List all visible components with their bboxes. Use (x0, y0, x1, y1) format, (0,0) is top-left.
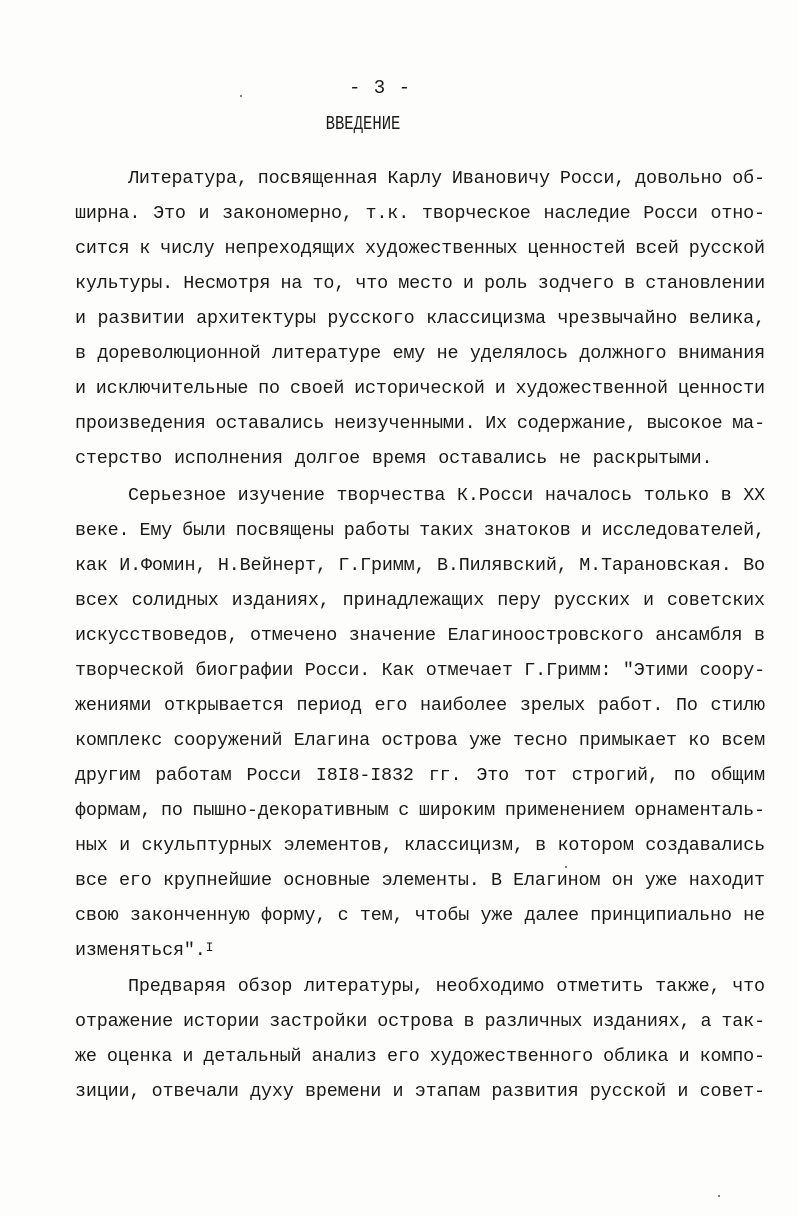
word: так- (721, 1011, 765, 1032)
word: всех (75, 590, 119, 611)
word: изданиях, (231, 590, 330, 611)
word: Ему (139, 520, 173, 541)
word: об- (732, 168, 765, 189)
word: работам (155, 765, 232, 786)
word: Г.Гримм, (338, 555, 426, 576)
word: застройки (269, 1011, 368, 1032)
text-line (75, 764, 765, 788)
word: М.Тарановская. (579, 555, 732, 576)
word: и (643, 590, 654, 611)
word: тот (524, 765, 557, 786)
word: и (198, 203, 210, 224)
word: развитии (97, 308, 185, 329)
word: Карлу (387, 168, 442, 189)
text-line (75, 272, 765, 296)
word: началось (544, 485, 632, 506)
word: детальный (203, 1046, 302, 1067)
word: советских (666, 590, 765, 611)
word: что (732, 976, 765, 997)
word: Литература, (128, 168, 248, 189)
word: высокое (646, 413, 723, 434)
word: художественных (365, 238, 518, 259)
word: искусствоведов, (75, 625, 239, 646)
word: сооружений (173, 730, 283, 751)
text-line (75, 377, 765, 401)
word: В.Пилявский, (436, 555, 568, 576)
word: Предваряя (128, 976, 226, 997)
word: отвечали (151, 1081, 239, 1102)
word: и (392, 1081, 404, 1102)
word: I8I8-I832 (315, 765, 414, 786)
word: Росси (643, 203, 698, 224)
word: истории (183, 1011, 260, 1032)
word: И.Фомин, (119, 555, 207, 576)
word: основные (283, 870, 371, 891)
word: совет- (699, 1081, 765, 1102)
text-line (75, 834, 765, 858)
word: ценностей (527, 238, 626, 259)
word: своей (289, 378, 345, 399)
word: посвящены (235, 520, 334, 541)
word: велика, (688, 308, 765, 329)
word: довольно (635, 168, 723, 189)
word: форму, (260, 905, 327, 926)
word: применением (504, 800, 625, 821)
word: художественной (515, 378, 668, 399)
word: элементов, (283, 835, 393, 856)
word: "Этими (622, 660, 689, 681)
word: знатоков (483, 520, 571, 541)
text-line (75, 412, 765, 436)
word: в (720, 485, 732, 506)
footnote-mark: I (205, 940, 214, 955)
word: значение (348, 625, 436, 646)
word: строгий, (571, 765, 659, 786)
word: посвященная (257, 168, 378, 189)
word: то, (312, 273, 346, 294)
word: чрезвычайно (557, 308, 678, 329)
word: обзор (237, 976, 293, 997)
text-line (75, 904, 765, 928)
word: далее (524, 905, 579, 926)
word: и (119, 835, 131, 856)
word: В (490, 870, 502, 891)
word: скульптурных (141, 835, 273, 856)
word: в (624, 273, 636, 294)
word: ма- (732, 413, 765, 434)
text-line (75, 1010, 765, 1034)
word: литературы, (304, 976, 424, 997)
word: творчества (336, 485, 446, 506)
word: все (75, 870, 108, 891)
text-line (75, 1080, 765, 1104)
word: комплекс (75, 730, 163, 751)
word: а (700, 1011, 712, 1032)
word: сится (75, 238, 130, 259)
word: отметить (556, 976, 644, 997)
word: как (75, 555, 108, 576)
word: архитектуры (196, 308, 316, 329)
word: К.Росси (456, 485, 534, 506)
text-line (75, 342, 765, 366)
word: всем (721, 730, 765, 751)
word: ко (688, 730, 711, 751)
word: и (75, 378, 86, 399)
word: место (398, 273, 453, 294)
word: этапам (414, 1081, 481, 1102)
word: гг. (428, 765, 462, 786)
word: классицизма (426, 308, 546, 329)
text-line-with-footnote (75, 939, 765, 964)
word: работ. (597, 695, 664, 716)
word: с (337, 905, 349, 926)
word: в (75, 343, 86, 364)
text-line (75, 869, 765, 893)
word: различных (484, 1011, 583, 1032)
word: отмечает (425, 660, 513, 681)
text-line: стерство исполнения долгое время оставались не раскрытыми. (75, 448, 713, 469)
word: компо- (699, 1046, 765, 1067)
word: Как (381, 660, 415, 681)
word: времени (304, 1081, 382, 1102)
word: отражение (75, 1011, 173, 1032)
word: Их (485, 413, 508, 434)
word: на (280, 273, 303, 294)
word: жениями (75, 695, 152, 716)
word: русской (589, 1081, 667, 1102)
word: тем, (359, 905, 404, 926)
word: и (462, 273, 474, 294)
word: литературе (272, 343, 381, 364)
word: были (182, 520, 226, 541)
word: наиболее (419, 695, 508, 716)
word: Росси. (304, 660, 371, 681)
word: по (160, 800, 183, 821)
word: XX (743, 485, 765, 506)
word: в (535, 835, 547, 856)
word: общим (710, 765, 765, 786)
word: ему (392, 343, 426, 364)
text-line (75, 659, 765, 683)
text-line (128, 484, 765, 508)
word: период (296, 695, 362, 716)
word: стилю (710, 695, 765, 716)
word: он (611, 870, 634, 891)
word: в (754, 625, 765, 646)
word: не (436, 343, 459, 364)
word: русской (688, 238, 765, 259)
word: Несмотря (183, 273, 271, 294)
word: пышно-декоративным (192, 800, 389, 821)
word: ценности (677, 378, 765, 399)
word: русского (327, 308, 415, 329)
word: также, (655, 976, 721, 997)
word: творческое (421, 203, 531, 224)
word: крупнейшие (163, 870, 272, 891)
word: чтобы (414, 905, 470, 926)
word: другим (75, 765, 141, 786)
word: исключительные (95, 378, 249, 399)
word: непреходящих (224, 238, 356, 259)
word: открывается (163, 695, 284, 716)
word: Росси (246, 765, 301, 786)
word: роль (483, 273, 528, 294)
word: законченную (129, 905, 250, 926)
word: принципиально (590, 905, 732, 926)
text-line (75, 554, 765, 578)
word: произведения (75, 413, 206, 434)
word: внимания (677, 343, 765, 364)
scan-speck (565, 866, 567, 868)
word: и (182, 1046, 194, 1067)
word: всей (635, 238, 679, 259)
word: же (75, 1046, 97, 1067)
word: и (494, 378, 506, 399)
word: зрелых (519, 695, 586, 716)
word: находит (688, 870, 765, 891)
text-line (75, 307, 765, 331)
text-line (75, 799, 765, 823)
word: не (743, 905, 765, 926)
text-line (75, 589, 765, 613)
word: Елагина (293, 730, 370, 751)
scan-speck (718, 1195, 720, 1197)
word: т.к. (365, 203, 410, 224)
word: уже (468, 730, 502, 751)
text-line (75, 624, 765, 648)
word: культуры. (75, 273, 173, 294)
word: с (398, 800, 410, 821)
word: примыкает (578, 730, 677, 751)
page-number: - 3 - (348, 77, 411, 99)
word: зодчего (537, 273, 614, 294)
word: уже (644, 870, 678, 891)
word: орнаменталь- (634, 800, 765, 821)
word: оценка (106, 1046, 173, 1067)
text-line (75, 237, 765, 261)
text-line (75, 729, 765, 753)
word: изданиях, (592, 1011, 691, 1032)
word: дореволюционной (97, 343, 261, 364)
word: творческой (75, 660, 184, 681)
word: числу (160, 238, 215, 259)
word: исторической (354, 378, 485, 399)
word: его (374, 695, 408, 716)
word: Н.Вейнерт, (217, 555, 327, 576)
word: биографии (195, 660, 294, 681)
word: острова (377, 1011, 454, 1032)
word: ных (75, 835, 108, 856)
word: веке. (75, 520, 130, 541)
word: к (139, 238, 151, 259)
word: по (258, 378, 280, 399)
word: художественного (429, 1046, 594, 1067)
word: ширна. (75, 203, 141, 224)
word: становлении (645, 273, 765, 294)
word: Это (476, 765, 510, 786)
word: необходимо (435, 976, 545, 997)
text-line (75, 202, 765, 226)
word: уделялось (469, 343, 568, 364)
word: по (673, 765, 696, 786)
word: зиции, (75, 1081, 141, 1102)
word: что (355, 273, 389, 294)
word: облика (603, 1046, 669, 1067)
text-line (128, 167, 765, 191)
word: отмечено (250, 625, 338, 646)
section-heading: ВВЕДЕНИЕ (325, 113, 401, 135)
word: Серьезное (128, 485, 226, 506)
word: Г.Гримм: (524, 660, 612, 681)
word: духу (250, 1081, 294, 1102)
word: развития (491, 1081, 579, 1102)
word: тесно (513, 730, 568, 751)
word: классицизм, (403, 835, 524, 856)
word: создавались (645, 835, 765, 856)
word: перу (497, 590, 541, 611)
word: уже (480, 905, 514, 926)
word: острова (381, 730, 458, 751)
word: анализ (311, 1046, 377, 1067)
word: Елагином (513, 870, 601, 891)
word: русских (553, 590, 630, 611)
word: его (386, 1046, 420, 1067)
text-line (75, 694, 765, 718)
word: и (677, 1081, 689, 1102)
word: свою (75, 905, 119, 926)
word: закономерно, (222, 203, 353, 224)
word: широким (418, 800, 496, 821)
word: должного (579, 343, 667, 364)
word: принадлежащих (342, 590, 485, 611)
word: котором (557, 835, 634, 856)
word: оставались (215, 413, 325, 434)
word: и (580, 520, 592, 541)
text-line: изменяться". (75, 940, 206, 961)
word: исследователей, (601, 520, 765, 541)
word: По (675, 695, 698, 716)
word: формам, (75, 800, 152, 821)
word: содержание, (516, 413, 637, 434)
word: в (463, 1011, 475, 1032)
word: Елагиноостровского (447, 625, 644, 646)
word: работы (343, 520, 410, 541)
word: и (678, 1046, 690, 1067)
word: изучение (237, 485, 325, 506)
text-line (128, 975, 765, 999)
text-line (75, 519, 765, 543)
word: отно- (710, 203, 765, 224)
word: элементы. (381, 870, 480, 891)
word: его (119, 870, 152, 891)
word: неизученными. (334, 413, 476, 434)
text-line (75, 1045, 765, 1069)
word: соору- (699, 660, 765, 681)
word: Это (153, 203, 186, 224)
word: и (75, 308, 86, 329)
word: солидных (131, 590, 219, 611)
word: только (643, 485, 709, 506)
scan-speck (240, 95, 242, 97)
word: Во (743, 555, 765, 576)
word: Росси, (559, 168, 626, 189)
word: Ивановичу (451, 168, 550, 189)
word: наследие (543, 203, 631, 224)
word: таких (419, 520, 474, 541)
word: ансамбля (655, 625, 743, 646)
